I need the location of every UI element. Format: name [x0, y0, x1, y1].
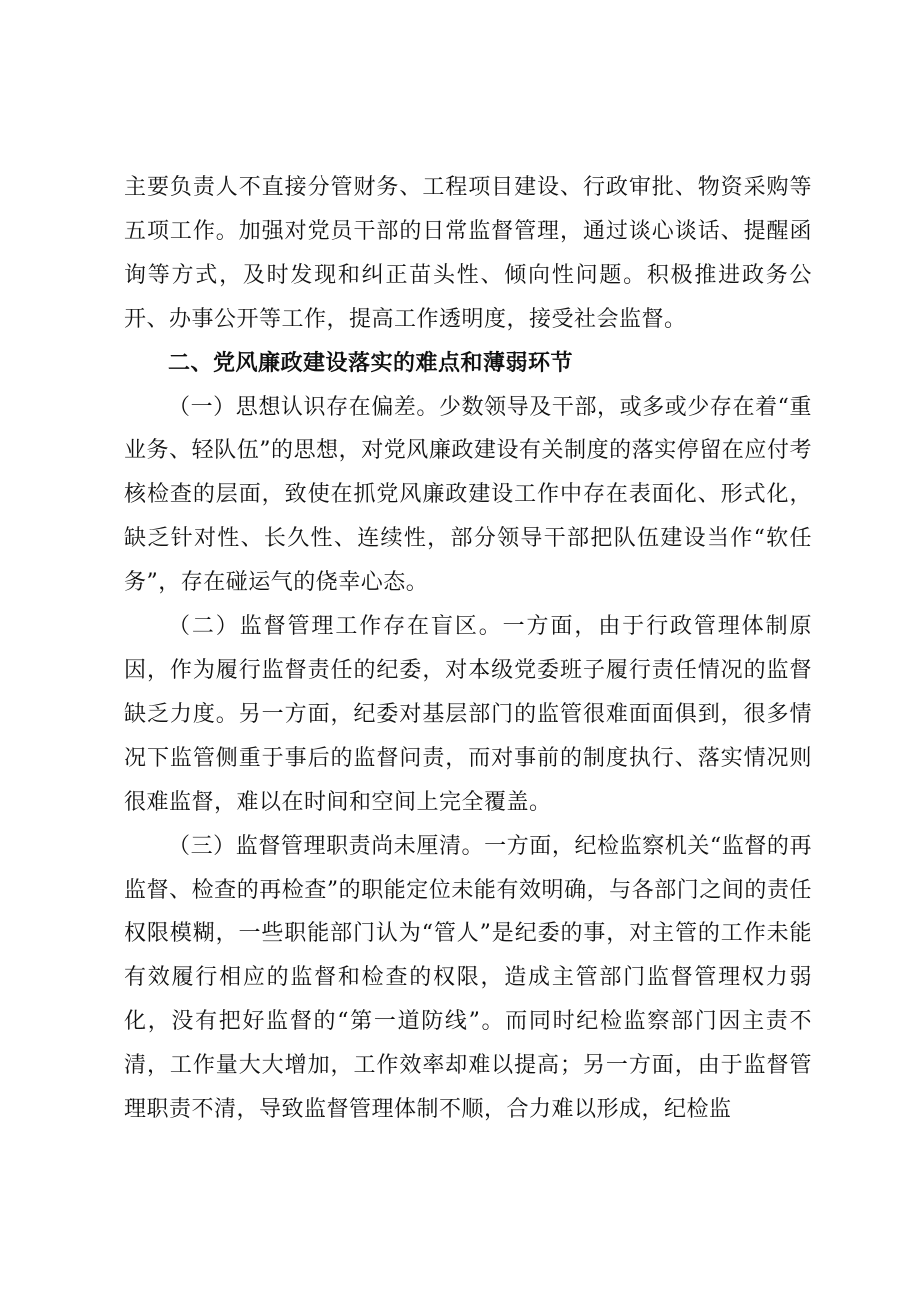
paragraph-point-3: （三）监督管理职责尚未厘清。一方面，纪检监察机关“监督的再监督、检查的再检查”的职能定位未能有效明确，与各部门之间的责任权限模糊，一些职能部门认为“管人”是纪委的事，对主管的工作未能有效履行相应的监督和检查的权限，造成主管部门监督管理权力弱化，没有把好监督的“第一道防线”。而同时纪检监察部门因主责不清，工作量大大增加，工作效率却难以提高；另一方面，由于监督管理职责不清，导致监督管理体制不顺，合力难以形成，纪检监: [124, 833, 812, 1123]
paragraph-continuation: 主要负责人不直接分管财务、工程项目建设、行政审批、物资采购等五项工作。加强对党员干部的日常监督管理，通过谈心谈话、提醒函询等方式，及时发现和纠正苗头性、倾向性问题。积极推进政务公开、办事公开等工作，提高工作透明度，接受社会监督。: [124, 175, 812, 332]
document-body: [124, 166, 812, 1132]
paragraph-point-1: （一）思想认识存在偏差。少数领导及干部，或多或少存在着“重业务、轻队伍”的思想，对党风廉政建设有关制度的落实停留在应付考核检查的层面，致使在抓党风廉政建设工作中存在表面化、形式化，缺乏针对性、长久性、连续性，部分领导干部把队伍建设当作“软任务”，存在碰运气的侥幸心态。: [124, 394, 812, 596]
section-heading: 二、党风廉政建设落实的难点和薄弱环节: [168, 350, 574, 376]
paragraph-point-2: （二）监督管理工作存在盲区。一方面，由于行政管理体制原因，作为履行监督责任的纪委，对本级党委班子履行责任情况的监督缺乏力度。另一方面，纪委对基层部门的监管很难面面俱到，很多情况下监管侧重于事后的监督问责，而对事前的制度执行、落实情况则很难监督，难以在时间和空间上完全覆盖。: [124, 614, 812, 815]
